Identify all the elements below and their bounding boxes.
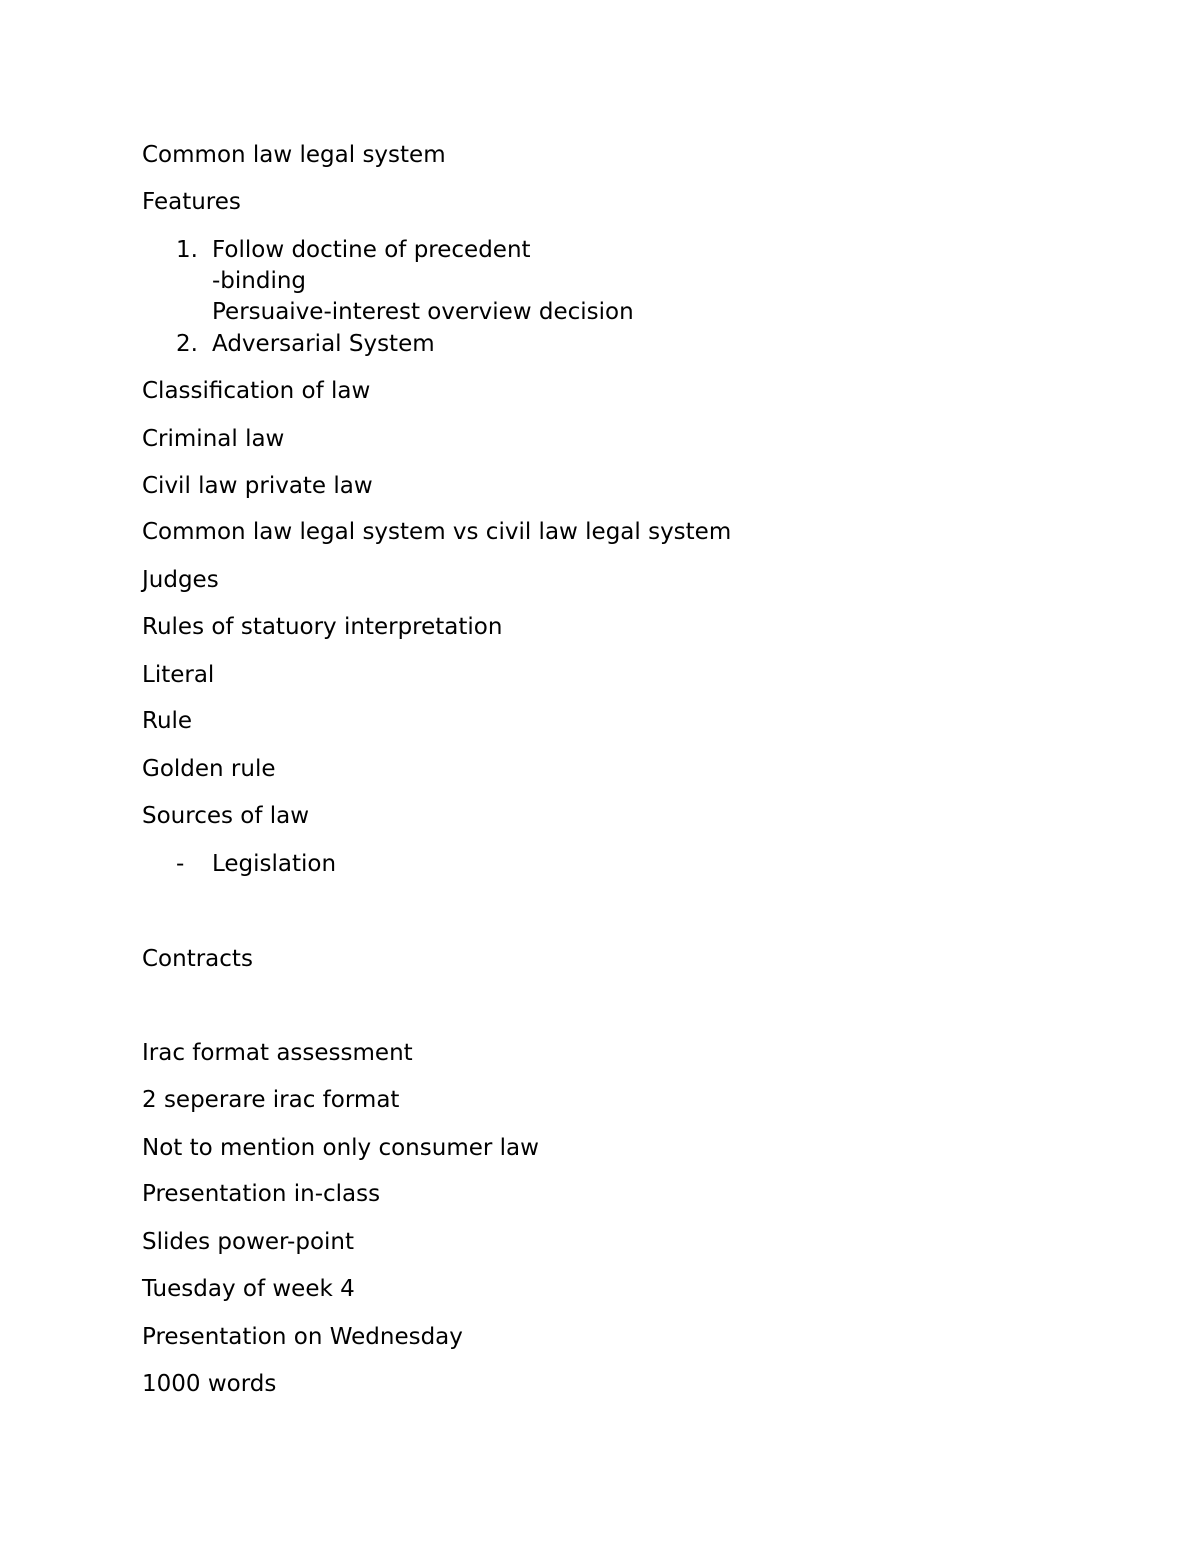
text-tuesday-week-4: Tuesday of week 4: [142, 1276, 355, 1302]
text-irac-assessment: Irac format assessment: [142, 1040, 413, 1066]
text-sources-of-law: Sources of law: [142, 803, 310, 829]
heading-common-law: Common law legal system: [142, 142, 446, 168]
bullet-item-legislation: Legislation: [212, 851, 337, 877]
list-marker-1: 1.: [176, 237, 198, 263]
text-literal: Literal: [142, 662, 215, 688]
text-presentation-in-class: Presentation in-class: [142, 1181, 381, 1207]
text-rule: Rule: [142, 708, 193, 734]
bullet-marker: -: [176, 851, 185, 877]
text-slides: Slides power-point: [142, 1229, 354, 1255]
text-criminal-law: Criminal law: [142, 426, 285, 452]
list-item-precedent: Follow doctine of precedent: [212, 237, 531, 263]
list-marker-2: 2.: [176, 331, 198, 357]
text-statutory-rules: Rules of statuory interpretation: [142, 614, 503, 640]
text-golden-rule: Golden rule: [142, 756, 276, 782]
list-item-adversarial: Adversarial System: [212, 331, 435, 357]
text-presentation-wednesday: Presentation on Wednesday: [142, 1324, 463, 1350]
list-subitem-persuasive: Persuaive-interest overview decision: [212, 299, 634, 325]
text-comparison: Common law legal system vs civil law legal system: [142, 519, 732, 545]
text-judges: Judges: [142, 567, 219, 593]
text-word-count: 1000 words: [142, 1371, 277, 1397]
text-contracts: Contracts: [142, 946, 253, 972]
text-civil-law: Civil law private law: [142, 473, 373, 499]
text-consumer-law: Not to mention only consumer law: [142, 1135, 539, 1161]
text-irac-format: 2 seperare irac format: [142, 1087, 400, 1113]
list-subitem-binding: -binding: [212, 268, 307, 294]
text-classification: Classification of law: [142, 378, 371, 404]
text-features: Features: [142, 189, 241, 215]
